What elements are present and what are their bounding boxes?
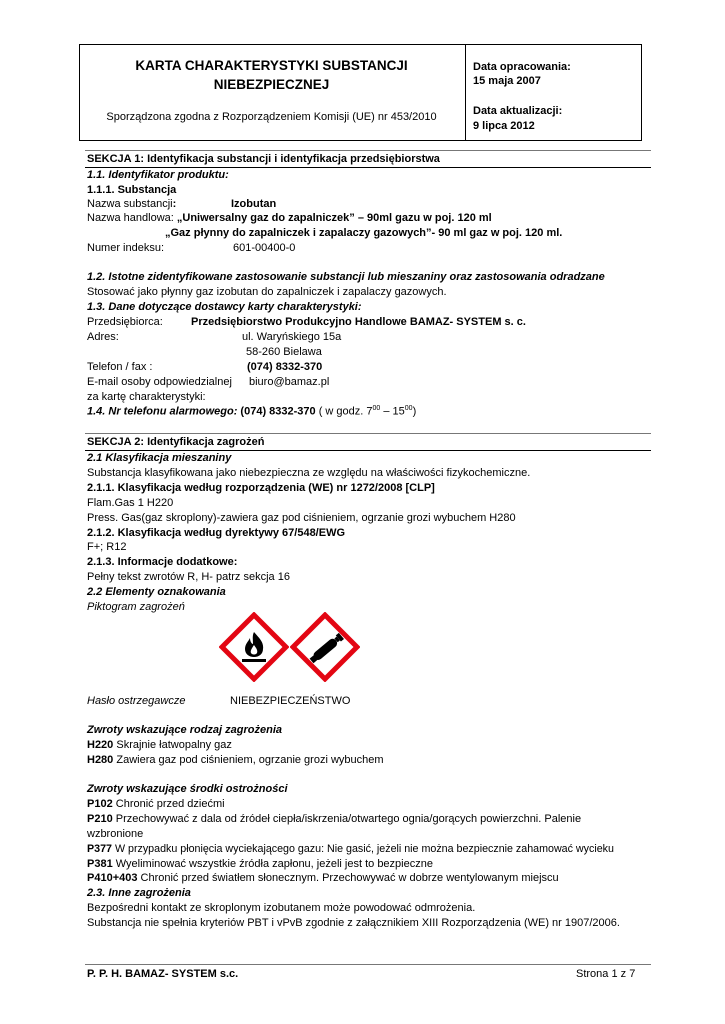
info-text: Pełny tekst zwrotów R, H- patrz sekcja 16	[87, 571, 290, 583]
date-prepared-label: Data opracowania:	[473, 61, 571, 73]
emergency-phone-line: 1.4. Nr telefonu alarmowego: (074) 8332-370 ( w godz. $7^{00} - 15^{00}$)	[87, 405, 417, 418]
email-label-line2: za kartę charakterystyki:	[87, 391, 206, 403]
document-title-line2: NIEBEZPIECZNEJ	[213, 77, 330, 92]
s2-1-heading: 2.1 Klasyfikacja mieszaniny	[87, 452, 232, 464]
date-updated: 9 lipca 2012	[473, 120, 535, 132]
email-value[interactable]: biuro@bamaz.pl	[249, 376, 330, 388]
p210-statement-cont: wzbronione	[87, 828, 144, 840]
section2-top-rule	[85, 433, 651, 434]
class-text: Substancja klasyfikowana jako niebezpieczna ze względu na właściwości fizykochemiczne.	[87, 467, 531, 479]
substance-value: Izobutan	[231, 198, 277, 210]
s2-1-3-heading: 2.1.3. Informacje dodatkowe:	[87, 556, 238, 568]
date-prepared: 15 maja 2007	[473, 75, 541, 87]
supplier-value: Przedsiębiorstwo Produkcyjno Handlowe BAMAZ- SYSTEM s. c.	[191, 316, 526, 328]
p102-statement: P102 Chronić przed dziećmi	[87, 798, 225, 810]
footer-rule	[85, 964, 651, 965]
substance-label: Nazwa substancji:	[87, 198, 177, 210]
section1-top-rule	[85, 150, 651, 151]
clp-line2: Press. Gas(gaz skroplony)-zawiera gaz pod ciśnieniem, ogrzanie grozi wybuchem H280	[87, 512, 516, 524]
signal-word-value: NIEBEZPIECZEŃSTWO	[230, 695, 351, 707]
s1-1-heading: 1.1. Identyfikator produktu:	[87, 169, 229, 181]
other-hazards-line2: Substancja nie spełnia kryteriów PBT i vPvB zgodnie z załącznikiem XIII Rozporządzenia (WE) nr 1907/2006.	[87, 917, 620, 929]
other-hazards-line1: Bezpośredni kontakt ze skroplonym izobutanem może powodować odmrożenia.	[87, 902, 476, 914]
p377-statement: P377 W przypadku płonięcia wyciekającego gazu: Nie gasić, jeżeli nie można bezpiecznie zahamować wycieku	[87, 843, 614, 855]
s1-1-1-heading: 1.1.1. Substancja	[87, 184, 177, 196]
section1-heading-rule	[85, 167, 651, 168]
document-subtitle: Sporządzona zgodna z Rozporządzeniem Komisji (UE) nr 453/2010	[106, 111, 437, 123]
section2-heading-rule	[85, 450, 651, 451]
ghs02-flame-icon	[219, 612, 289, 682]
p410-403-statement: P410+403 Chronić przed światłem słonecznym. Przechowywać w dobrze wentylowanym miejscu	[87, 872, 559, 884]
clp-line1: Flam.Gas 1 H220	[87, 497, 174, 509]
s1-2-heading: 1.2. Istotne zidentyfikowane zastosowanie substancji lub mieszaniny oraz zastosowania odradzane	[87, 271, 605, 283]
trade-name-line2: „Gaz płynny do zapalniczek i zapalaczy gazowych”- 90 ml gaz w poj. 120 ml.	[165, 227, 563, 239]
s2-2-heading: 2.2 Elementy oznakowania	[87, 586, 226, 598]
section1-heading: SEKCJA 1: Identyfikacja substancji i identyfikacja przedsiębiorstwa	[87, 153, 440, 165]
hazard-statements-heading: Zwroty wskazujące rodzaj zagrożenia	[87, 724, 283, 736]
use-text: Stosować jako płynny gaz izobutan do zapalniczek i zapalaczy gazowych.	[87, 286, 447, 298]
email-label-line1: E-mail osoby odpowiedzialnej	[87, 376, 232, 388]
footer-company: P. P. H. BAMAZ- SYSTEM s.c.	[87, 968, 239, 980]
footer-page-number: Strona 1 z 7	[576, 968, 636, 980]
supplier-label: Przedsiębiorca:	[87, 316, 163, 328]
s2-1-2-heading: 2.1.2. Klasyfikacja według dyrektywy 67/548/EWG	[87, 527, 346, 539]
precautionary-statements-heading: Zwroty wskazujące środki ostrożności	[87, 783, 288, 795]
h280-statement: H280 Zawiera gaz pod ciśnieniem, ogrzanie grozi wybuchem	[87, 754, 384, 766]
address-line2: 58-260 Bielawa	[246, 346, 322, 358]
index-label: Numer indeksu:	[87, 242, 165, 254]
header-divider	[465, 45, 466, 140]
s2-3-heading: 2.3. Inne zagrożenia	[87, 887, 191, 899]
document-title-line1: KARTA CHARAKTERYSTYKI SUBSTANCJI	[135, 58, 408, 73]
index-value: 601-00400-0	[233, 242, 296, 254]
address-label: Adres:	[87, 331, 119, 343]
p210-statement: P210 Przechowywać z dala od źródeł ciepła/iskrzenia/otwartego ognia/gorących powierzchni. Palenie	[87, 813, 582, 825]
s2-1-1-heading: 2.1.1. Klasyfikacja według rozporządzenia (WE) nr 1272/2008 [CLP]	[87, 482, 435, 494]
h220-statement: H220 Skrajnie łatwopalny gaz	[87, 739, 232, 751]
address-line1: ul. Waryńskiego 15a	[242, 331, 342, 343]
section2-heading: SEKCJA 2: Identyfikacja zagrożeń	[87, 436, 265, 448]
ghs04-gas-cylinder-icon	[290, 612, 360, 682]
pictogram-label: Piktogram zagrożeń	[87, 601, 185, 613]
date-updated-label: Data aktualizacji:	[473, 105, 563, 117]
directive-line: F+; R12	[87, 541, 127, 553]
signal-word-label: Hasło ostrzegawcze	[87, 695, 186, 707]
phone-value: (074) 8332-370	[247, 361, 323, 373]
phone-label: Telefon / fax :	[87, 361, 153, 373]
trade-name-line1: Nazwa handlowa: „Uniwersalny gaz do zapalniczek” – 90ml gazu w poj. 120 ml	[87, 212, 492, 224]
p381-statement: P381 Wyeliminować wszystkie źródła zapłonu, jeżeli jest to bezpieczne	[87, 858, 433, 870]
s1-3-heading: 1.3. Dane dotyczące dostawcy karty charakterystyki:	[87, 301, 362, 313]
